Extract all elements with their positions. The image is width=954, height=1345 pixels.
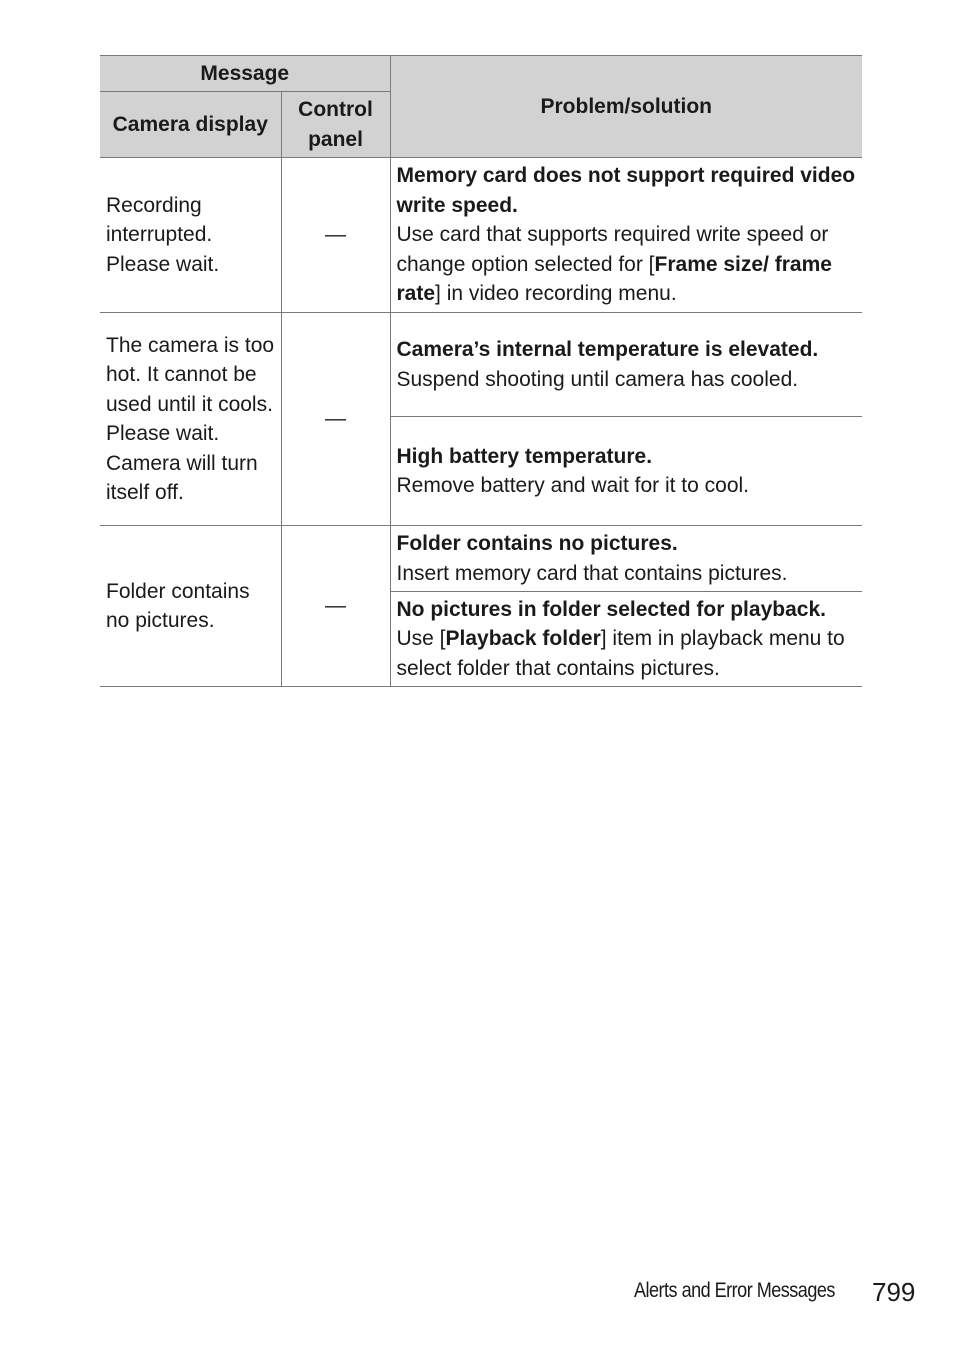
header-camera-display: Camera display bbox=[100, 92, 281, 158]
camera-display-message: Folder contains no pictures. bbox=[100, 526, 281, 687]
menu-item-reference: Playback folder bbox=[445, 627, 601, 651]
problem-title: Camera’s internal temperature is elevated. bbox=[396, 338, 819, 361]
table-row bbox=[100, 313, 862, 417]
solution-text: Insert memory card that contains pictures. bbox=[396, 561, 788, 585]
table-row bbox=[100, 526, 862, 592]
header-control-panel: Control panel bbox=[281, 92, 390, 158]
solution-text: Remove battery and wait for it to cool. bbox=[396, 474, 749, 497]
solution-text: Suspend shooting until camera has cooled. bbox=[396, 367, 799, 391]
solution-cell bbox=[390, 158, 862, 313]
alerts-table bbox=[100, 55, 862, 687]
camera-display-message: The camera is too hot. It cannot be used until it cools. Please wait. Camera will turn itself off. bbox=[100, 313, 281, 526]
control-panel-indicator: — bbox=[281, 313, 390, 526]
solution-cell bbox=[390, 592, 862, 687]
control-panel-indicator: — bbox=[281, 158, 390, 313]
header-message: Message bbox=[100, 56, 390, 92]
solution-cell bbox=[390, 313, 862, 417]
solution-cell bbox=[390, 417, 862, 526]
page-number: 799 bbox=[872, 1277, 916, 1307]
control-panel-indicator: — bbox=[281, 526, 390, 687]
problem-title: Memory card does not support required video write speed. bbox=[396, 164, 856, 217]
footer-section-title: Alerts and Error Messages bbox=[634, 1279, 835, 1302]
solution-text: Use card that supports required write speed or change option selected for [Frame size/ frame rate] in video recording menu. bbox=[396, 223, 832, 306]
solution-cell bbox=[390, 526, 862, 592]
header-problem-solution: Problem/solution bbox=[390, 56, 862, 158]
menu-item-reference: Frame size/ frame rate bbox=[396, 252, 832, 306]
problem-title: High battery temperature. bbox=[396, 444, 653, 468]
solution-text: Use [Playback folder] item in playback menu to select folder that contains pictures. bbox=[396, 627, 845, 680]
problem-title: No pictures in folder selected for playback. bbox=[396, 597, 826, 621]
problem-title: Folder contains no pictures. bbox=[396, 532, 678, 555]
table-row bbox=[100, 158, 862, 313]
camera-display-message: Recording interrupted. Please wait. bbox=[100, 158, 281, 313]
